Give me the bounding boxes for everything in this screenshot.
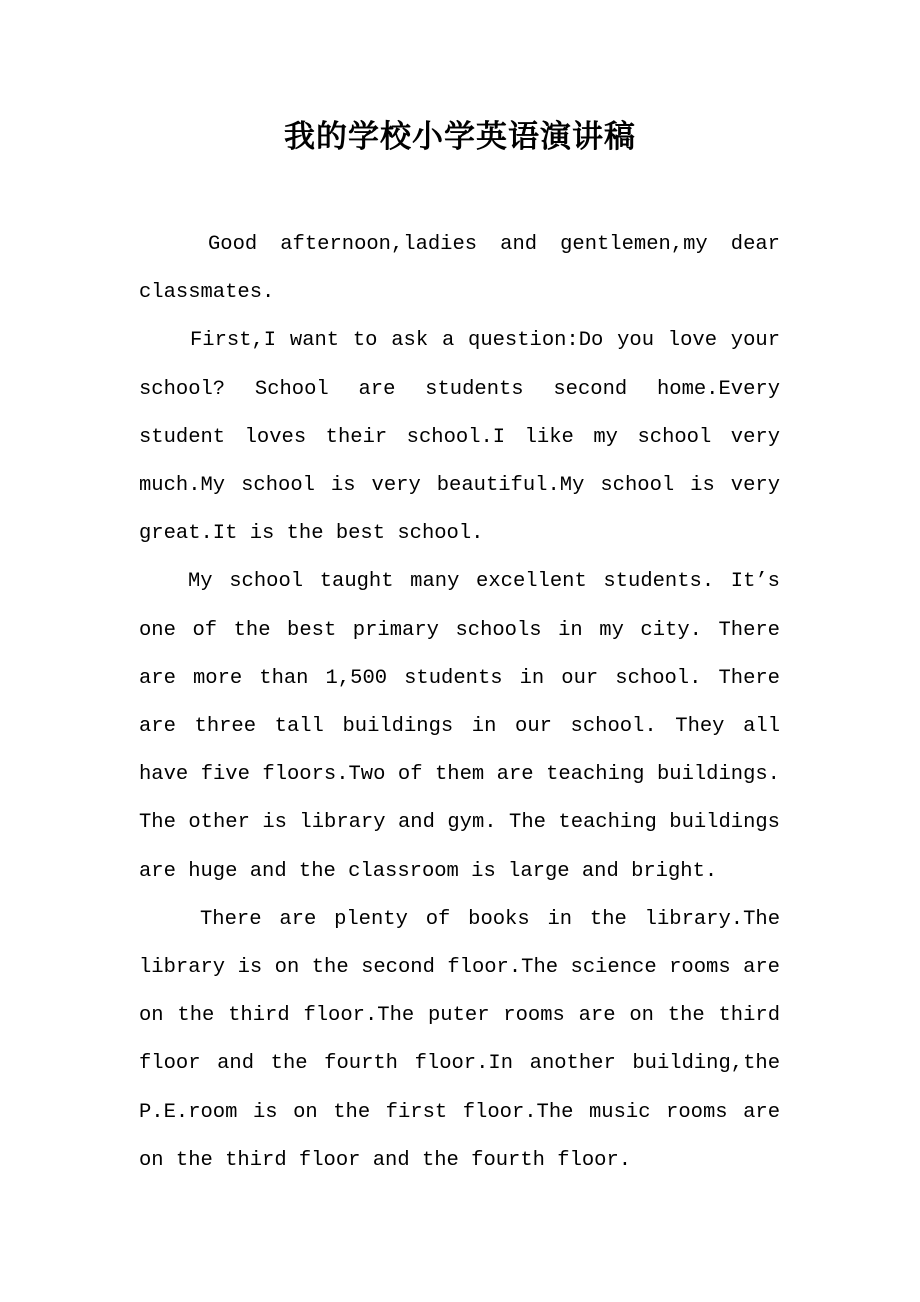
page-title: 我的学校小学英语演讲稿	[284, 119, 636, 155]
paragraph-school-description: My school taught many excellent students. It’s one of the best primary schools in my city. There are more than 1,500 students in our school. There are three tall buildings in our school. They all have five floors.Two of them are teaching buildings. The other is library and gym. The teaching buildings are huge and the classroom is large and bright.	[139, 570, 780, 883]
paragraph-greeting: Good afternoon,ladies and gentlemen,my dear classmates.	[139, 233, 780, 305]
paragraph-question: First,I want to ask a question:Do you love your school? School are students second home.Every student loves their school.I like my school very much.My school is very beautiful.My school is very great.It is the best school.	[139, 329, 780, 546]
paragraph-library-rooms: There are plenty of books in the library.The library is on the second floor.The science rooms are on the third floor.The puter rooms are on the third floor and the fourth floor.In another building,the P.E.room is on the first floor.The music rooms are on the third floor and the fourth floor.	[139, 907, 780, 1172]
document-body	[139, 221, 780, 1185]
